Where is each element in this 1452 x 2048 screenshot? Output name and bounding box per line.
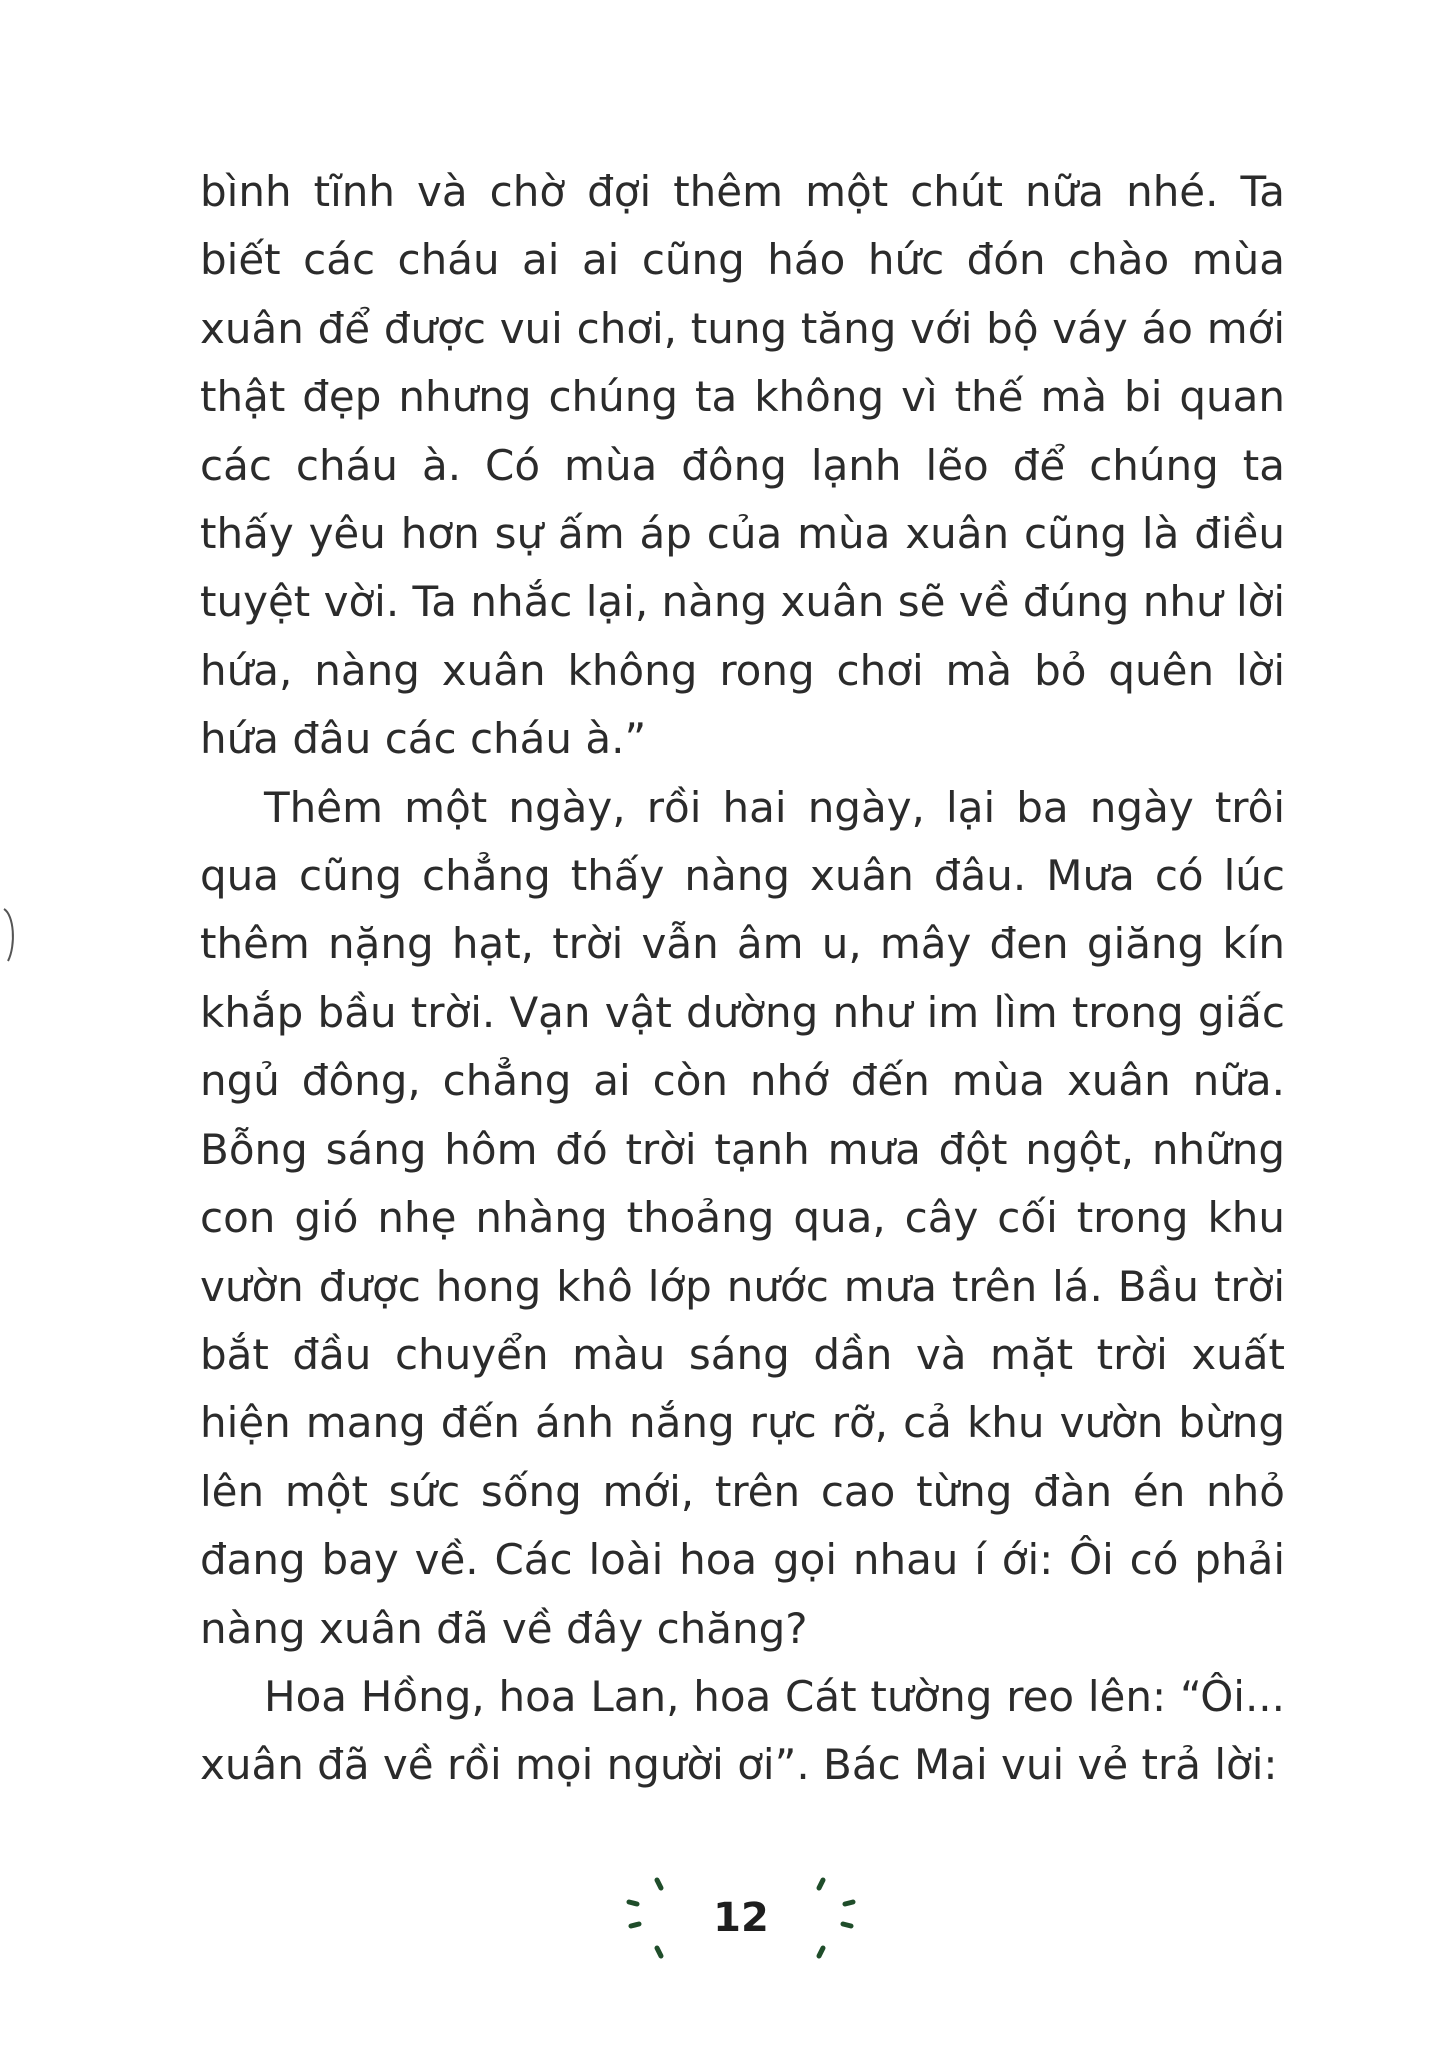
margin-bracket-mark — [0, 905, 40, 965]
paragraph-continued: bình tĩnh và chờ đợi thêm một chút nữa nhé. Ta biết các cháu ai ai cũng háo hức đón chào mùa xuân để được vui chơi, tung tăng với bộ váy áo mới thật đẹp nhưng chúng ta không vì thế mà bi quan các cháu à. Có mùa đông lạnh lẽo để chúng ta thấy yêu hơn sự ấm áp của mùa xuân cũng là điều tuyệt vời. Ta nhắc lại, nàng xuân sẽ về đúng như lời hứa, nàng xuân không rong chơi mà bỏ quên lời hứa đâu các cháu à.” — [200, 167, 1285, 764]
page-number: 12 — [713, 1895, 769, 1941]
paragraph: Thêm một ngày, rồi hai ngày, lại ba ngày trôi qua cũng chẳng thấy nàng xuân đâu. Mưa có lúc thêm nặng hạt, trời vẫn âm u, mây đen giăng kín khắp bầu trời. Vạn vật dường như im lìm trong giấc ngủ đông, chẳng ai còn nhớ đến mùa xuân nữa. Bỗng sáng hôm đó trời tạnh mưa đột ngột, những con gió nhẹ nhàng thoảng qua, cây cối trong khu vườn được hong khô lớp nước mưa trên lá. Bầu trời bắt đầu chuyển màu sáng dần và mặt trời xuất hiện mang đến ánh nắng rực rỡ, cả khu vườn bừng lên một sức sống mới, trên cao từng đàn én nhỏ đang bay về. Các loài hoa gọi nhau í ới: Ôi có phải nàng xuân đã về đây chăng? — [200, 782, 1285, 1653]
sparkle-dashes-icon — [801, 1868, 861, 1968]
page-footer — [616, 1868, 866, 1968]
paragraph: Hoa Hồng, hoa Lan, hoa Cát tường reo lên: “Ôi... xuân đã về rồi mọi người ơi”. Bác Mai vui vẻ trả lời: — [200, 1671, 1285, 1790]
body-text — [200, 158, 1285, 1800]
